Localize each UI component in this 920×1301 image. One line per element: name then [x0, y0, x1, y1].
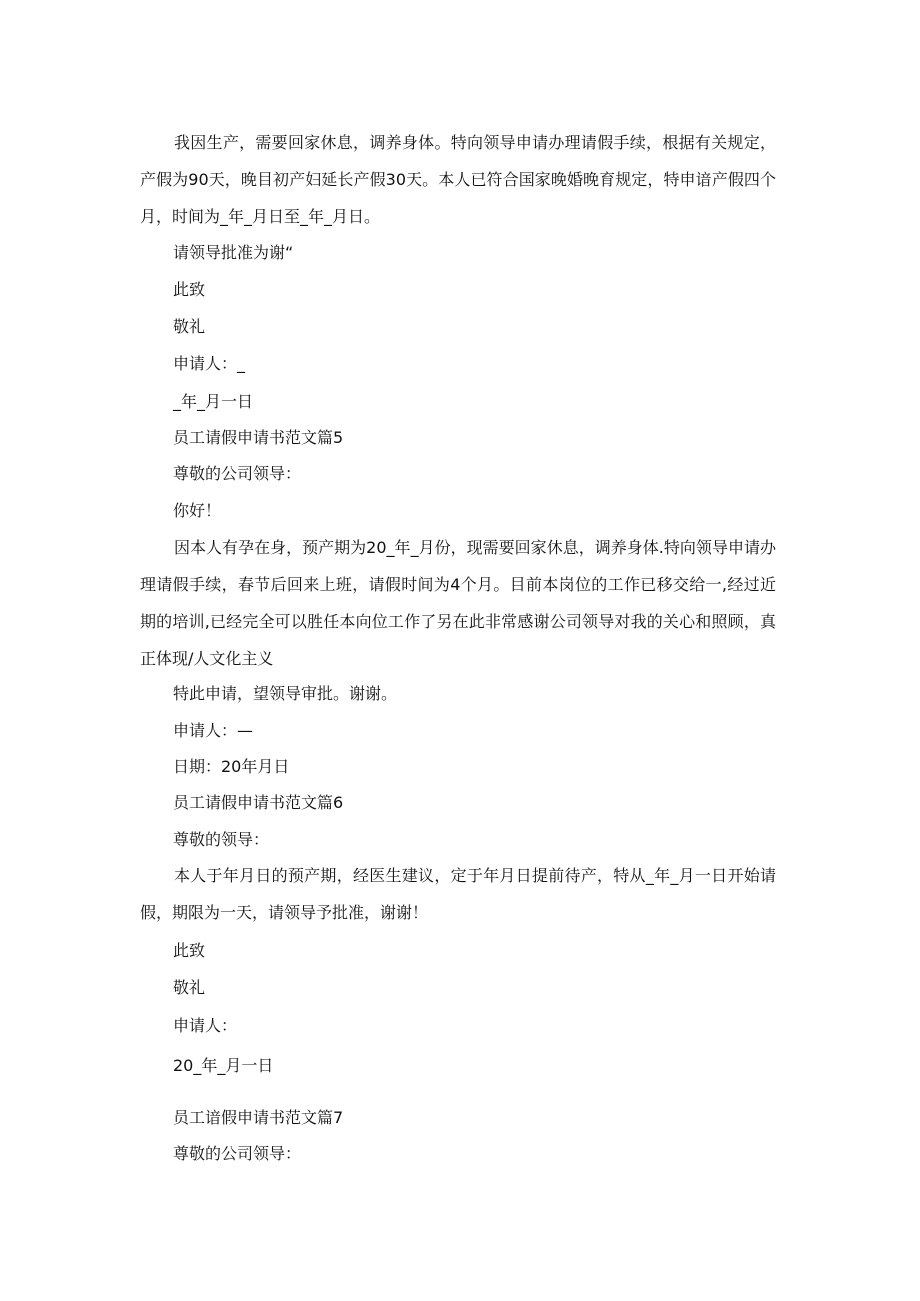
paragraph-maternity-leave: 我因生产，需要回家休息，调养身体。特向领导申请办理请假手续，根据有关规定，产假为90天，晚目初产妇延长产假30天。本人已符合国家晚婚晚育规定，特申谙产假四个月，时间为_年_月日至_年_月日。	[140, 133, 776, 226]
section-heading-5: 员工请假申请书范文篇5	[173, 428, 344, 447]
date-line-6: 20_年_月一日	[173, 1056, 274, 1075]
closing-cizhi: 此致	[173, 280, 206, 299]
date-line: _年_月一日	[173, 392, 254, 411]
request-line-5: 特此申请，望领导审批。谢谢。	[173, 684, 398, 703]
request-approval-line: 请领导批准为谢“	[173, 243, 294, 262]
applicant-line-6: 申请人：	[173, 1016, 238, 1035]
section-heading-6: 员工请假申请书范文篇6	[173, 793, 344, 812]
greeting-6: 尊敬的领导：	[173, 830, 270, 849]
closing-cizhi-6: 此致	[173, 941, 206, 960]
applicant-line-5: 申请人：—	[173, 721, 254, 740]
hello-5: 你好！	[173, 501, 222, 520]
section-heading-7: 员工谙假申请书范文篇7	[173, 1108, 344, 1127]
applicant-line: 申请人：_	[173, 354, 246, 373]
greeting-5: 尊敬的公司领导：	[173, 464, 302, 483]
closing-jingli-6: 敬礼	[173, 978, 206, 997]
closing-jingli: 敬礼	[173, 317, 206, 336]
paragraph-5: 因本人有孕在身，预产期为20_年_月份，现需要回家休息，调养身体.特向领导申请办理请假手续，春节后回来上班，请假时间为4个月。目前本岗位的工作已移交给一,经过近期的培训,已经完全可以胜任本向位工作了另在此非常感谢公司领导对我的关心和照顾，真正体现/人文化主义	[140, 538, 776, 668]
greeting-7: 尊敬的公司领导：	[173, 1144, 302, 1163]
paragraph-6: 本人于年月日的预产期，经医生建议，定于年月日提前待产，特从_年_月一日开始请假，期限为一天，请领导予批准，谢谢！	[140, 866, 776, 922]
date-line-5: 日期：20年月日	[173, 757, 290, 776]
